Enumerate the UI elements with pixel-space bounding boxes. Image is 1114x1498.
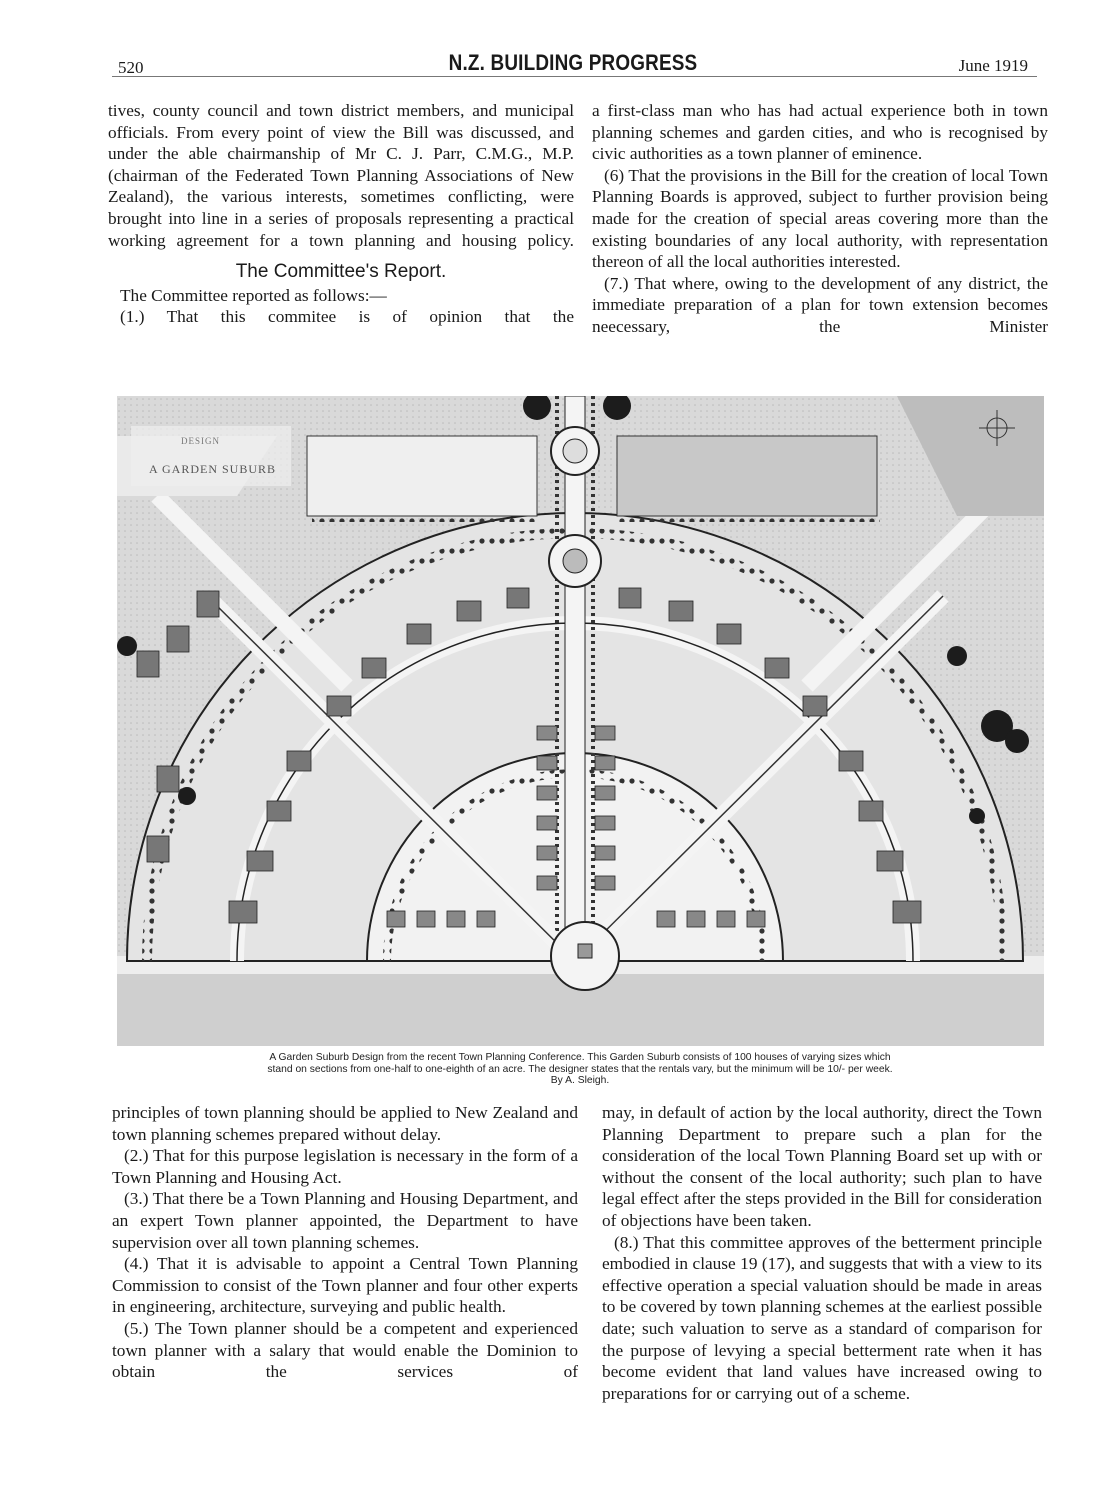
paragraph: principles of town planning should be applied to New Zealand and town planning schemes prepared without delay. bbox=[112, 1103, 578, 1144]
caption-line: stand on sections from one-half to one-eighth of an acre. The designer states that the rentals vary, but the minimum will be 10/- per week. bbox=[267, 1063, 893, 1075]
journal-title: N.Z. BUILDING PROGRESS bbox=[448, 50, 698, 75]
paragraph: (7.) That where, owing to the development of any district, the immediate preparation of a plan for town extension becomes neecessary, the Minister bbox=[592, 273, 1048, 336]
paragraph: The Committee reported as follows:— bbox=[120, 285, 387, 305]
column-bottom-right bbox=[602, 1102, 1042, 1404]
issue-date: June 1919 bbox=[958, 56, 1028, 75]
section-heading: The Committee's Report. bbox=[235, 261, 447, 283]
paragraph: may, in default of action by the local authority, direct the Town Planning Department to prepare such a plan for the consideration of the local Town Planning Board set up with or without the consent of the local authority; such plan to have legal effect after the steps provided in the Bill for consideration of objections have been taken. bbox=[602, 1103, 1042, 1230]
paragraph: (4.) That it is advisable to appoint a Central Town Planning Commission to consist of the Town planner and four other experts in engineering, architecture, surveying and public health. bbox=[112, 1254, 578, 1317]
paragraph: (2.) That for this purpose legislation is necessary in the form of a Town Planning and Housing Act. bbox=[112, 1146, 578, 1187]
paragraph: tives, county council and town district members, and municipal officials. From every point of view the Bill was discussed, and under the able chairmanship of Mr C. J. Parr, C.M.G., M.P. (chairman of the Federated Town Planning Associations of New Zealand), the various interests, sometimes conflicting, were brought into line in a series of proposals representing a practical working agreement for a town planning and housing policy. bbox=[108, 101, 574, 250]
site-plan-drawing bbox=[117, 396, 1044, 1046]
caption-line: A Garden Suburb Design from the recent Town Planning Conference. This Garden Suburb consists of 100 houses of varying sizes which bbox=[269, 1052, 891, 1063]
column-top-left bbox=[108, 100, 574, 328]
page-number: 520 bbox=[118, 58, 144, 77]
paragraph: (8.) That this committee approves of the betterment principle embodied in clause 19 (17), and suggests that with a view to its effective operation a special valuation should be made in areas to be covered by town planning schemes at the earliest possible date; such valuation to serve as a standard of comparison for the purpose of levying a special betterment rate when it has become evident that land values have increased owing to preparations for or carrying out of a scheme. bbox=[602, 1232, 1042, 1403]
paragraph: (6) That the provisions in the Bill for the creation of local Town Planning Boards is approved, subject to further provision being made for the creation of special areas covering more than the existing boundaries of any local authority, with representation thereon of all the local authorities interested. bbox=[592, 165, 1048, 272]
header-rule bbox=[112, 76, 1037, 77]
paragraph: (5.) The Town planner should be a competent and experienced town planner with a salary that would enable the Dominion to obtain the services of bbox=[112, 1318, 578, 1382]
illustration-caption bbox=[120, 1052, 1040, 1087]
garden-suburb-plan-illustration bbox=[117, 396, 1044, 1046]
column-top-right bbox=[592, 100, 1048, 338]
paragraph: a first-class man who has had actual experience both in town planning schemes and garden cities, and who is recognised by civic authorities as a town planner of eminence. bbox=[592, 101, 1048, 164]
column-bottom-left bbox=[112, 1102, 578, 1383]
plan-label-design: DESIGN bbox=[181, 436, 220, 446]
plan-label-title: A GARDEN SUBURB bbox=[149, 462, 277, 476]
caption-credit: By A. Sleigh. bbox=[550, 1075, 610, 1086]
paragraph: (3.) That there be a Town Planning and Housing Department, and an expert Town planner appointed, the Department to have supervision over all town planning schemes. bbox=[112, 1189, 578, 1252]
paragraph: (1.) That this commitee is of opinion that the bbox=[120, 307, 574, 327]
